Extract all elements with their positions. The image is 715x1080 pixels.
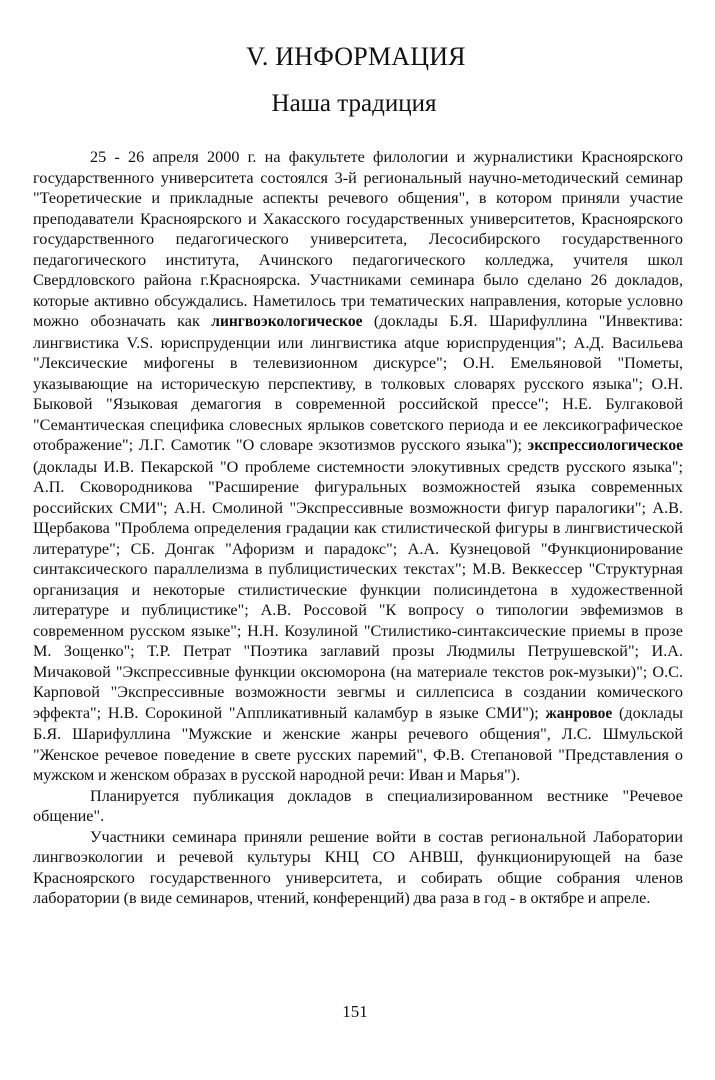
term-expressiological: экспрессиологическое xyxy=(527,437,683,454)
paragraph-laboratory: Участники семинара приняли решение войти в состав региональной Лаборатории лингвоэкологии и речевой культуры КНЦ СО АНВШ, функционирующей на базе Красноярского государственного университета, и собирать общие собрания членов лаборатории (в виде семинаров, чтений, конференций) два раза в год - в октябре и апреле. xyxy=(33,827,683,907)
term-genre: жанровое xyxy=(545,704,613,722)
term-lingvoecological: лингвоэкологическое xyxy=(211,313,363,330)
article-title: Наша традиция xyxy=(271,90,437,117)
genre-reports-text: (доклады Б.Я. Шарифуллина "Мужские и женские жанры речевого общения", Л.С. Шмульской "Женское речевое поведение в свете русских паремий", Ф.В. Степановой "Представления о мужском и женском образах в русской народной речи: Иван и Марья"). xyxy=(33,703,683,784)
page-number: 151 xyxy=(342,1002,368,1021)
paragraph-publication: Планируется публикация докладов в специализированном вестнике "Речевое общение". xyxy=(33,786,683,825)
article-body xyxy=(33,147,683,909)
section-title: V. ИНФОРМАЦИЯ xyxy=(246,42,466,71)
paragraph-intro-text: 25 - 26 апреля 2000 г. на факультете филологии и журналистики Красноярского государственного университета состоялся 3-й региональный научно-методический семинар "Теоретические и прикладные аспекты речевого общения", в котором приняли участие преподаватели Красноярского и Хакасского государственных университетов, Красноярского государственного педагогического университета, Лесосибирского государственного педагогического института, Ачинского педагогического колледжа, учителя школ Свердловского района г.Красноярска. Участниками семинара было сделано 26 докладов, которые активно обсуждались. Наметилось три тематических направления, которые условно можно обозначать как xyxy=(33,148,683,330)
lingvoecological-reports-text: (доклады Б.Я. Шарифуллина "Инвектива: лингвистика V.S. юриспруденции или лингвистика atque юриспруденция"; А.Д. Васильева "Лексические мифогены в телевизионном дискурсе"; О.Н. Емельяновой "Пометы, указывающие на историческую перспективу, в толковых словарях русского языка"; О.Н. Быковой "Языковая демагогия в современной российской прессе"; Н.Е. Булгаковой "Семантическая специфика словесных ярлыков советского периода и ее лексикографическое отображение"; Л.Г. Самотик "О словаре экзотизмов русского языка"); xyxy=(33,312,683,454)
document-page xyxy=(33,0,683,1080)
paragraph-seminar-report xyxy=(33,147,683,786)
expressiological-reports-text: (доклады И.В. Пекарской "О проблеме системности элокутивных средств русского языка"; А.П. Сковородникова "Расширение фигуральных возможностей языка современных российских СМИ"; А.Н. Смолиной "Экспрессивные возможности фигур паралогики"; А.В. Щербакова "Проблема определения градации как стилистической фигуры в лингвистической литературе"; СБ. Донгак "Афоризм и парадокс"; А.А. Кузнецовой "Функционирование синтаксического параллелизма в публицистических текстах"; М.В. Веккессер "Структурная организация и некоторые стилистические функции полисиндетона в художественной литературе и публицистике"; А.В. Россовой "К вопросу о типологии эвфемизмов в современном русском языке"; Н.Н. Козулиной "Стилистико-синтаксические приемы в прозе М. Зощенко"; Т.Р. Петрат "Поэтика заглавий прозы Людмилы Петрушевской"; И.А. Мичаковой "Экспрессивные функции оксюморона (на материале текстов рок-музыки)"; О.С. Карповой "Экспрессивные возможности зевгмы и силлепсиса в создании комического эффекта"; Н.В. Сорокиной "Аппликативный каламбур в языке СМИ"); xyxy=(33,457,683,722)
